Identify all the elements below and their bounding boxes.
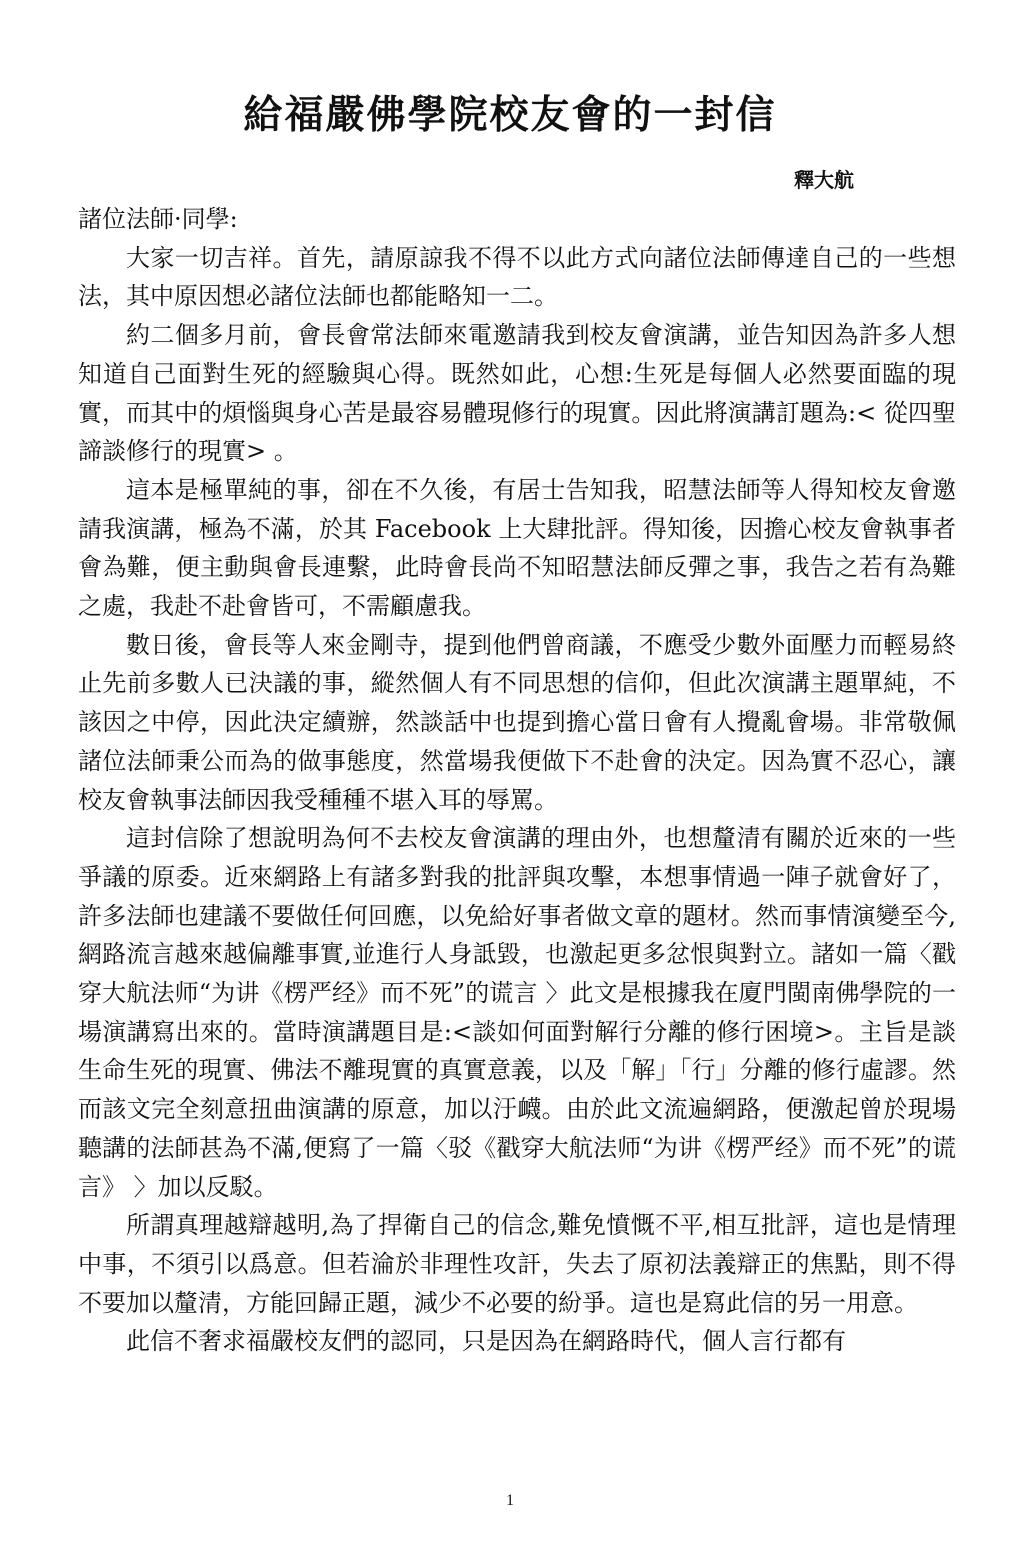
author-name: 釋大航 [794, 168, 854, 192]
document-title: 給福嚴佛學院校友會的一封信 [243, 92, 777, 138]
paragraph: 大家一切吉祥。首先，請原諒我不得不以此方式向諸位法師傳達自己的一些想法，其中原因想必諸位法師也都能略知一二。 [78, 243, 956, 311]
paragraph: 約二個多月前，會長會常法師來電邀請我到校友會演講，並告知因為許多人想知道自己面對生死的經驗與心得。既然如此，心想:生死是每個人必然要面臨的現實，而其中的煩惱與身心苦是最容易體現修行的現實。因此將演講訂題為:< 從四聖諦談修行的現實> 。 [78, 321, 956, 466]
paragraph: 所謂真理越辯越明,為了捍衛自己的信念,難免憤慨不平,相互批評，這也是情理中事，不須引以爲意。但若淪於非理性攻訐，失去了原初法義辯正的焦點，則不得不要加以釐清，方能回歸正題，減少不必要的紛爭。這也是寫此信的另一用意。 [78, 1211, 956, 1317]
paragraph: 數日後，會長等人來金剛寺，提到他們曾商議，不應受少數外面壓力而輕易終止先前多數人已決議的事，縱然個人有不同思想的信仰，但此次演講主題單純，不該因之中停，因此決定續辦，然談話中也提到擔心當日會有人攪亂會場。非常敬佩諸位法師秉公而為的做事態度，然當場我便做下不赴會的決定。因為實不忍心，讓校友會執事法師因我受種種不堪入耳的辱罵。 [78, 630, 956, 814]
paragraph: 這封信除了想說明為何不去校友會演講的理由外，也想釐清有關於近來的一些爭議的原委。近來網路上有諸多對我的批評與攻擊，本想事情過一陣子就會好了，許多法師也建議不要做任何回應，以免給好事者做文章的題材。然而事情演變至今,網路流言越來越偏離事實,並進行人身詆毀，也激起更多忿恨與對立。諸如一篇〈戳穿大航法师“为讲《楞严经》而不死”的谎言 〉此文是根據我在廈門閩南佛學院的一場演講寫出來的。當時演講題目是:<談如何面對解行分離的修行困境>。主旨是談生命生死的現實、佛法不離現實的真實意義，以及「解」「行」分離的修行虛謬。然而該文完全刻意扭曲演講的原意，加以汙衊。由於此文流遍網路，便激起曾於現場聽講的法師甚為不滿,便寫了一篇〈驳《戳穿大航法师“为讲《楞严经》而不死”的谎言》 〉加以反駁。 [78, 824, 956, 1201]
paragraph: 這本是極單純的事，卻在不久後，有居士告知我，昭慧法師等人得知校友會邀請我演講，極為不滿，於其 Facebook 上大肆批評。得知後，因擔心校友會執事者會為難，便主動與會長連繫，此時會長尚不知昭慧法師反彈之事，我告之若有為難之處，我赴不赴會皆可，不需顧慮我。 [78, 475, 956, 621]
letter-body [78, 200, 956, 1361]
page-number: 1 [506, 1492, 514, 1509]
greeting: 諸位法師·同學: [78, 205, 238, 233]
paragraph: 此信不奢求福嚴校友們的認同，只是因為在網路時代，個人言行都有 [126, 1327, 846, 1356]
